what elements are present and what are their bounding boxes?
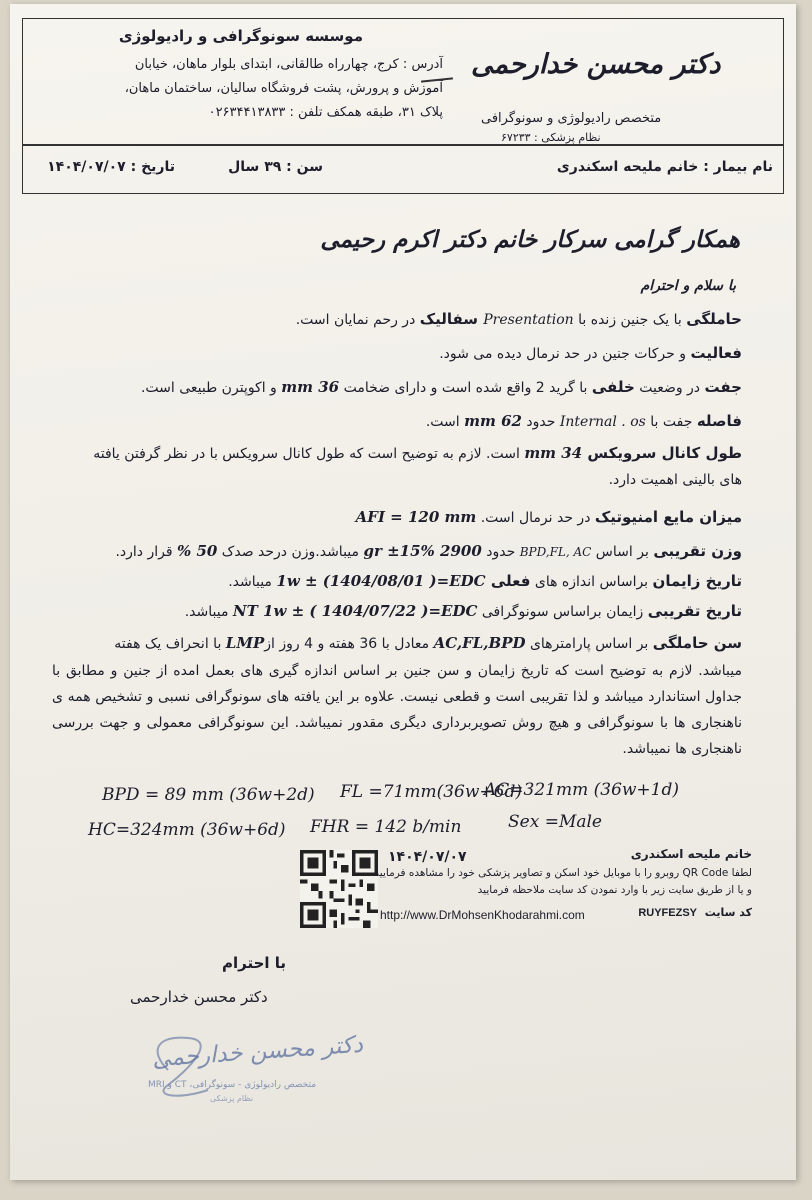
qr-instructions-2: و یا از طریق سایت زیر با وارد نمودن کد سایت ملاحظه فرمایید (477, 884, 752, 896)
finding-edc-nt: تاریخ تقریبی زایمان براساس سونوگرافی NT 1w ± ( 1404/07/22 )=EDC میباشد. (184, 602, 742, 620)
address-line-1: آدرس : کرج، چهارراه طالقانی، ابتدای بلوار ماهان، خیابان (134, 57, 443, 72)
patient-info (22, 144, 784, 194)
address-line-3: پلاک ۳۱، طبقه همکف تلفن : ۰۲۶۳۴۴۱۳۸۳۳ (208, 105, 443, 120)
report-page (10, 4, 796, 1180)
qr-instructions: لطفا QR Code روبرو را با موبایل خود اسکن و تصاویر پزشکی خود را مشاهده فرمایید (374, 867, 752, 879)
regards: با احترام (222, 954, 287, 972)
website-link[interactable]: http://www.DrMohsenKhodarahmi.com (380, 908, 585, 922)
site-code: کد سایت RUYFEZSY (638, 906, 752, 919)
qr-date: ۱۴۰۴/۰۷/۰۷ (388, 849, 467, 865)
finding-placenta: جفت در وضعیت خلفی با گرید 2 واقع شده است و دارای ضخامت 36 mm و اکوپترن طبیعی است. (140, 378, 742, 396)
measure-fhr: FHR = 142 b/min (310, 817, 462, 837)
measure-hc: HC=324mm (36w+6d) (88, 820, 286, 840)
qr-code[interactable] (298, 850, 380, 928)
finding-cervix-cont: های بالینی اهمیت دارد. (608, 472, 742, 488)
finding-weight: وزن تقریبی بر اساس BPD,FL, AC حدود 2900 gr ±15% میباشد.وزن درحد صدک 50 % قرار دارد. (115, 542, 742, 560)
finding-ga: سن حاملگی بر اساس پارامترهای AC,FL,BPD معادل با 36 هفته و 4 روز ازLMP با انحراف یک هفته (114, 634, 742, 652)
finding-activity: فعالیت و حرکات جنین در حد نرمال دیده می شود. (439, 344, 742, 362)
measure-bpd: BPD = 89 mm (36w+2d) (102, 785, 315, 805)
letterhead (22, 18, 784, 146)
doctor-registration: نظام پزشکی : ۶۷۲۳۳ (501, 131, 601, 144)
address-line-2: آموزش و پرورش، پشت فروشگاه سالیان، ساختمان ماهان، (124, 81, 443, 96)
finding-distance: فاصله جفت با Internal . os حدود 62 mm است. (425, 412, 742, 430)
stamp-registration: نظام پزشکی (210, 1094, 254, 1103)
greeting: همکار گرامی سرکار خانم دکتر اکرم رحیمی (320, 226, 740, 253)
finding-amniotic: میزان مایع امنیوتیک در حد نرمال است. AFI = 120 mm (355, 508, 742, 526)
finding-edc-current: تاریخ زایمان براساس اندازه های فعلی 1w ± (1404/08/01 )=EDC میباشد. (228, 572, 742, 590)
patient-name: نام بیمار : خانم ملیحه اسکندری (556, 159, 773, 175)
patient-age: سن : ۳۹ سال (228, 159, 323, 175)
stamp-signature: دکتر محسن خدارحمی (151, 1031, 364, 1073)
signatory-name: دکتر محسن خدارحمی (130, 988, 268, 1006)
finding-cervix: طول کانال سرویکس 34 mm است. لازم به توضیح است که طول کانال سرویکس با در نظر گرفتن یافته (93, 444, 742, 462)
doctor-specialty: متخصص رادیولوژی و سونوگرافی (481, 111, 662, 126)
qr-patient-name: خانم ملیحه اسکندری (630, 847, 752, 861)
finding-pregnancy: حاملگی با یک جنین زنده با Presentation سفالیک در رحم نمایان است. (295, 310, 742, 328)
disclaimer-paragraph: میباشد. لازم به توضیح است که تاریخ زایمان و سن جنین بر اساس اندازه گیری های بعمل امده از جنین و مطابق با جداول استاندارد میباشد و لذا تقریبی است و قطعی نیست. علاوه بر این یافته های سونوگرافی نسبی و تشخیص همه ی ناهنجاری ها با سونوگرافی و هیچ روش تصویربرداری دیگری مقدور نمیباشد. این سونوگرافی معمولی و جهت بررسی ناهنجاری ها نمیباشد. (52, 663, 742, 757)
clinic-name: موسسه سونوگرافی و رادیولوژی (118, 27, 363, 45)
report-date: تاریخ : ۱۴۰۴/۰۷/۰۷ (47, 159, 175, 175)
doctor-signature-title: دکتر محسن خدارحمی (471, 49, 721, 80)
salutation: با سلام و احترام (640, 278, 736, 294)
stamp-specialty: متخصص رادیولوژی - سونوگرافی، CT و MRI (148, 1080, 317, 1090)
measure-fl: FL =71mm(36w+6d) (340, 782, 522, 802)
measure-sex: Sex =Male (508, 812, 602, 832)
measure-ac: AC=321mm (36w+1d) (484, 780, 680, 800)
